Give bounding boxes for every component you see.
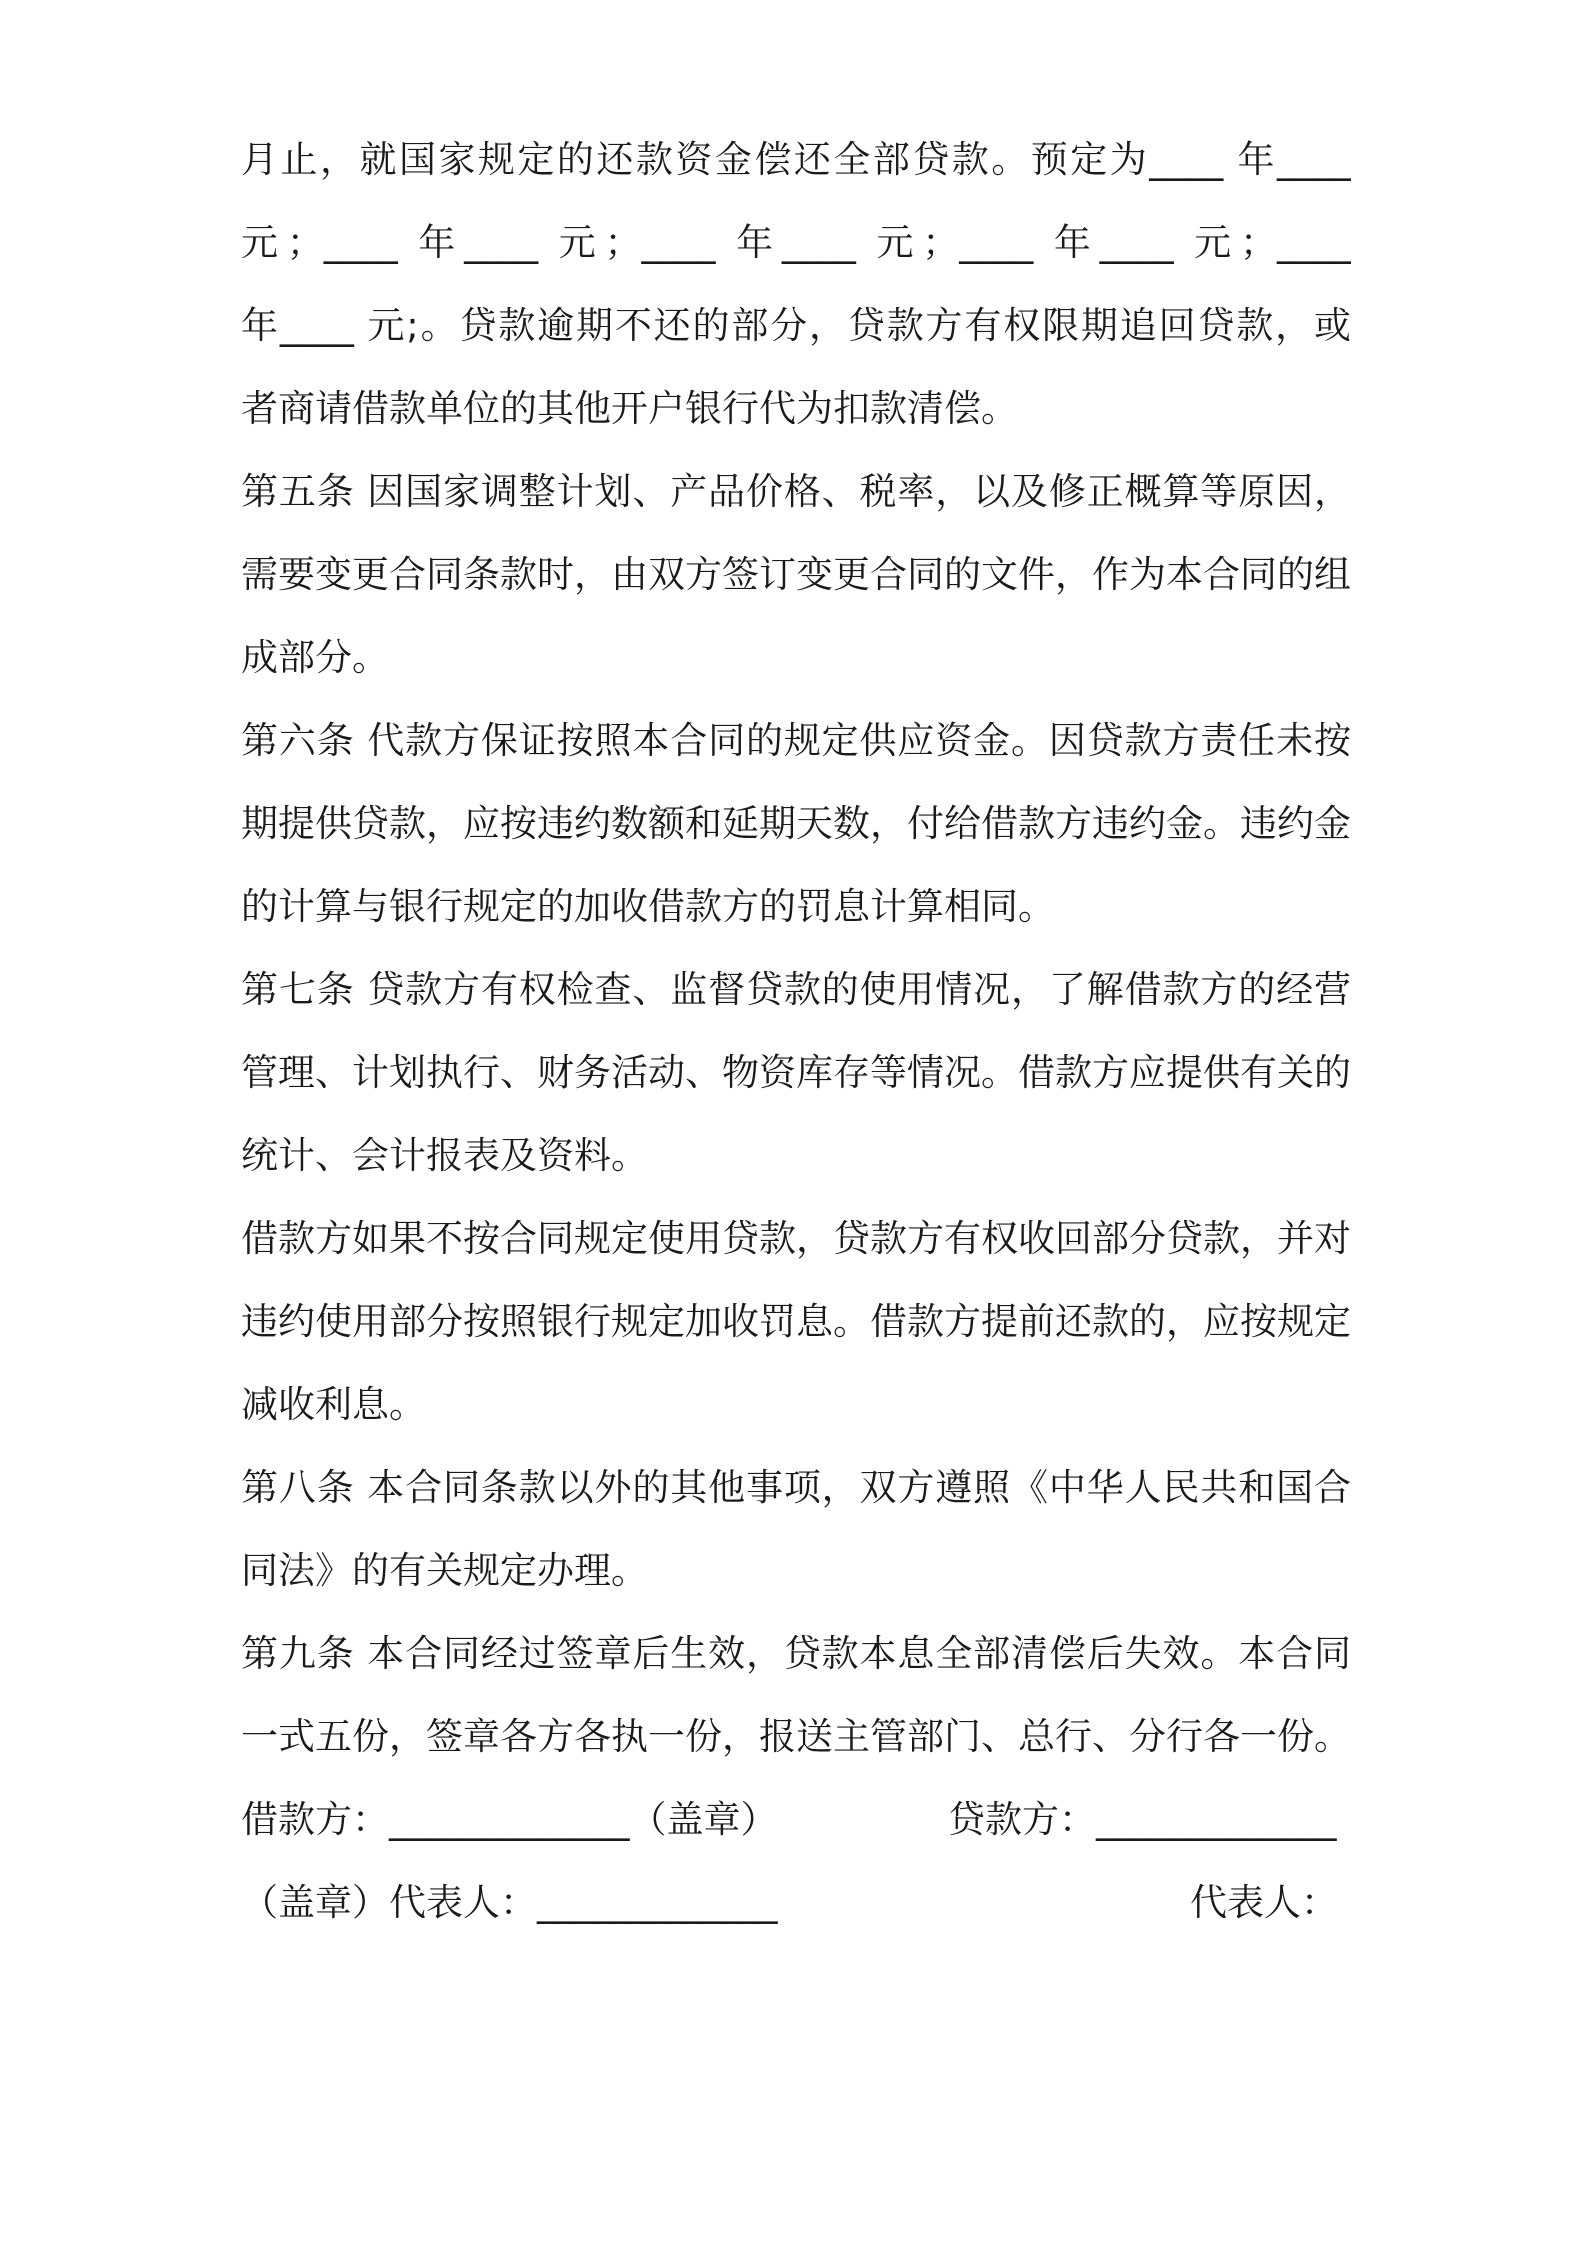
text-line: 借款方如果不按合同规定使用贷款，贷款方有权收回部分贷款，并对: [241, 1217, 1351, 1260]
text-line: 需要变更合同条款时，由双方签订变更合同的文件，作为本合同的组: [241, 553, 1351, 596]
borrower-signature-line: 借款方：_____________（盖章）: [241, 1798, 778, 1841]
text-line: 成部分。: [241, 636, 389, 679]
text-line: 一式五份，签章各方各执一份，报送主管部门、总行、分行各一份。: [241, 1715, 1351, 1758]
article-8-line: 第八条 本合同条款以外的其他事项，双方遵照《中华人民共和国合: [241, 1466, 1351, 1509]
article-5-line: 第五条 因国家调整计划、产品价格、税率，以及修正概算等原因，: [241, 470, 1351, 513]
text-line: 期提供贷款，应按违约数额和延期天数，付给借款方违约金。违约金: [241, 802, 1351, 845]
seal-representative-line: （盖章）代表人：_____________: [241, 1881, 778, 1924]
text-line: 年____ 元;。贷款逾期不还的部分，贷款方有权限期追回贷款，或: [241, 304, 1351, 347]
article-6-line: 第六条 代款方保证按照本合同的规定供应资金。因贷款方责任未按: [241, 719, 1351, 762]
text-line: 管理、计划执行、财务活动、物资库存等情况。借款方应提供有关的: [241, 1051, 1351, 1094]
text-line: 同法》的有关规定办理。: [241, 1549, 648, 1592]
text-line: 月止，就国家规定的还款资金偿还全部贷款。预定为____ 年____: [241, 138, 1351, 181]
text-line: 者商请借款单位的其他开户银行代为扣款清偿。: [241, 387, 1018, 430]
lender-representative-label: 代表人：: [1190, 1881, 1338, 1924]
text-line: 的计算与银行规定的加收借款方的罚息计算相同。: [241, 885, 1055, 928]
lender-signature-line: 贷款方：_____________: [948, 1798, 1337, 1841]
text-line: 元；____ 年____ 元；____ 年____ 元；____ 年____ 元；____: [241, 221, 1351, 264]
article-7-line: 第七条 贷款方有权检查、监督贷款的使用情况，了解借款方的经营: [241, 968, 1351, 1011]
article-9-line: 第九条 本合同经过签章后生效，贷款本息全部清偿后失效。本合同: [241, 1632, 1351, 1675]
text-line: 统计、会计报表及资料。: [241, 1134, 648, 1177]
text-line: 违约使用部分按照银行规定加收罚息。借款方提前还款的，应按规定: [241, 1300, 1351, 1343]
text-line: 减收利息。: [241, 1383, 426, 1426]
